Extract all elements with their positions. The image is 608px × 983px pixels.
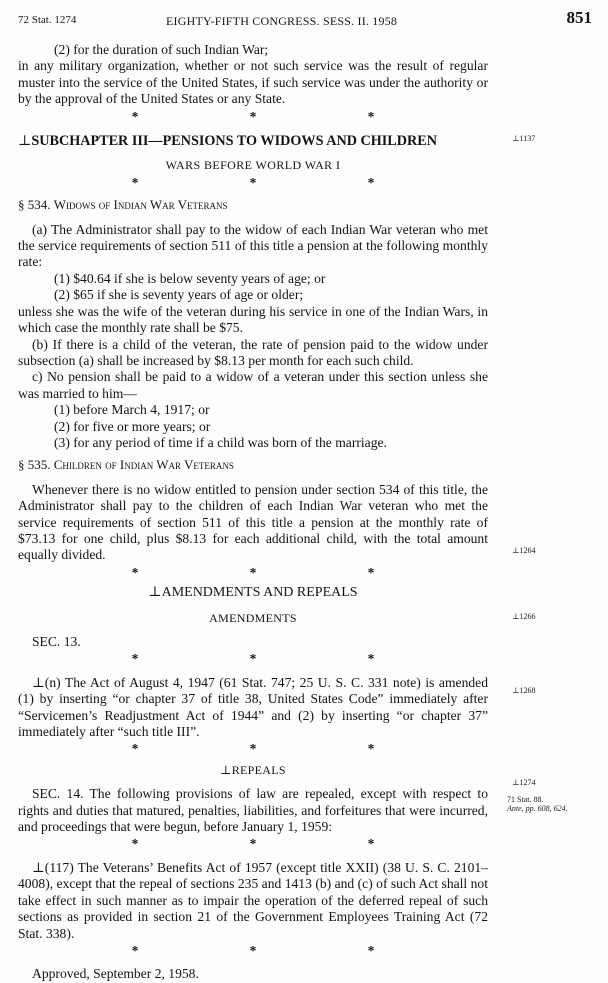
page-number: 851	[566, 8, 592, 27]
repeal-item-117: ⊥(117) The Veterans’ Benefits Act of 1957 (except title XXII) (38 U. S. C. 2101–4008), except that the repeal of sections 235 and 1413 (b) and (c) of such Act shall not take effect in such manner as to impair the operation of the deferred repeal of such sections as provided in section 21 of the Government Employees Training Act (72 Stat. 338).	[18, 859, 488, 941]
wars-heading: WARS BEFORE WORLD WAR I	[165, 158, 341, 173]
margin-note-1268: ⊥1268	[512, 686, 536, 695]
page-break-mark: ⊥	[18, 133, 32, 150]
section-534-c: c) No pension shall be paid to a widow of a veteran under this section unless she was married to him—	[18, 369, 488, 401]
subchapter-title: ⊥SUBCHAPTER III—PENSIONS TO WIDOWS AND CHILDREN	[18, 133, 437, 150]
ellipsis-stars: * * *	[131, 836, 375, 852]
congress-session: EIGHTY-FIFTH CONGRESS. SESS. II. 1958	[166, 14, 398, 28]
paragraph-intro-2: (2) for the duration of such Indian War;	[54, 42, 269, 57]
repeals-heading: ⊥REPEALS	[220, 762, 286, 777]
amendments-heading: AMENDMENTS	[209, 610, 297, 625]
sec-14-text: SEC. 14. The following provisions of law are repealed, except with respect to rights and duties that matured, penalties, liabilities, and forfeitures that were incurred, and proceedings that were begun, before January 1, 1959:	[18, 786, 488, 835]
section-534-a2: (2) $65 if she is seventy years of age or older;	[54, 287, 304, 303]
section-534-a: (a) The Administrator shall pay to the widow of each Indian War veteran who met the service requirements of section 511 of this title a pension at the following monthly rate:	[18, 221, 488, 270]
margin-note-1264: ⊥1264	[512, 546, 536, 555]
approved-date: Approved, September 2, 1958.	[32, 966, 199, 982]
section-535-text: Whenever there is no widow entitled to pension under section 534 of this title, the Administrator shall pay to the children of each Indian War veteran who met the service requirements of section 511 of this title a pension at the monthly rate of $73.13 for one child, plus $8.13 for each additional child, with the total amount equally divided.	[18, 481, 488, 563]
section-534-a1: (1) $40.64 if she is below seventy years of age; or	[54, 270, 326, 286]
section-535-heading: § 535. Children of Indian War Veterans	[18, 457, 234, 473]
paragraph-intro-text: in any military organization, whether or not such service was the result of regular muster into the service of the United States, if such service was under the authority or by the approval of the United States or any State.	[18, 58, 488, 107]
margin-note-1274: ⊥1274	[512, 778, 536, 787]
section-534-c2: (2) for five or more years; or	[54, 418, 211, 434]
ellipsis-stars: * * *	[131, 108, 375, 124]
amendments-repeals-heading: ⊥AMENDMENTS AND REPEALS	[148, 585, 358, 601]
page-header	[18, 8, 592, 34]
section-534-heading: § 534. Widows of Indian War Veterans	[18, 197, 228, 213]
sec-13-n: ⊥(n) The Act of August 4, 1947 (61 Stat. 747; 25 U. S. C. 331 note) is amended (1) by inserting “or chapter 37 of title 38, United States Code” immediately after “Servicemen’s Readjustment Act of 1944” and (2) by inserting “or chapter 37” immediately after “such title III”.	[18, 674, 488, 740]
ellipsis-stars: * * *	[131, 942, 375, 958]
section-534-c3: (3) for any period of time if a child was born of the marriage.	[54, 434, 387, 450]
ellipsis-stars: * * *	[131, 741, 375, 757]
ellipsis-stars: * * *	[131, 564, 375, 580]
stat-reference: 72 Stat. 1274	[18, 14, 77, 26]
margin-note-ante: Ante, pp. 608, 624.	[507, 804, 568, 813]
ellipsis-stars: * * *	[131, 174, 375, 190]
section-534-c1: (1) before March 4, 1917; or	[54, 402, 210, 418]
section-534-b: (b) If there is a child of the veteran, the rate of pension paid to the widow under subsection (a) shall be increased by $8.13 per month for each such child.	[18, 336, 488, 368]
ellipsis-stars: * * *	[131, 651, 375, 667]
page-body	[18, 42, 488, 983]
section-534-a-tail: unless she was the wife of the veteran during his service in one of the Indian Wars, in which case the monthly rate shall be $75.	[18, 303, 488, 336]
margin-note-1137: ⊥1137	[512, 134, 536, 143]
sec-13-label: SEC. 13.	[32, 634, 81, 649]
margin-note-1266: ⊥1266	[512, 612, 536, 621]
margin-note-stat: 71 Stat. 88.	[507, 795, 544, 804]
